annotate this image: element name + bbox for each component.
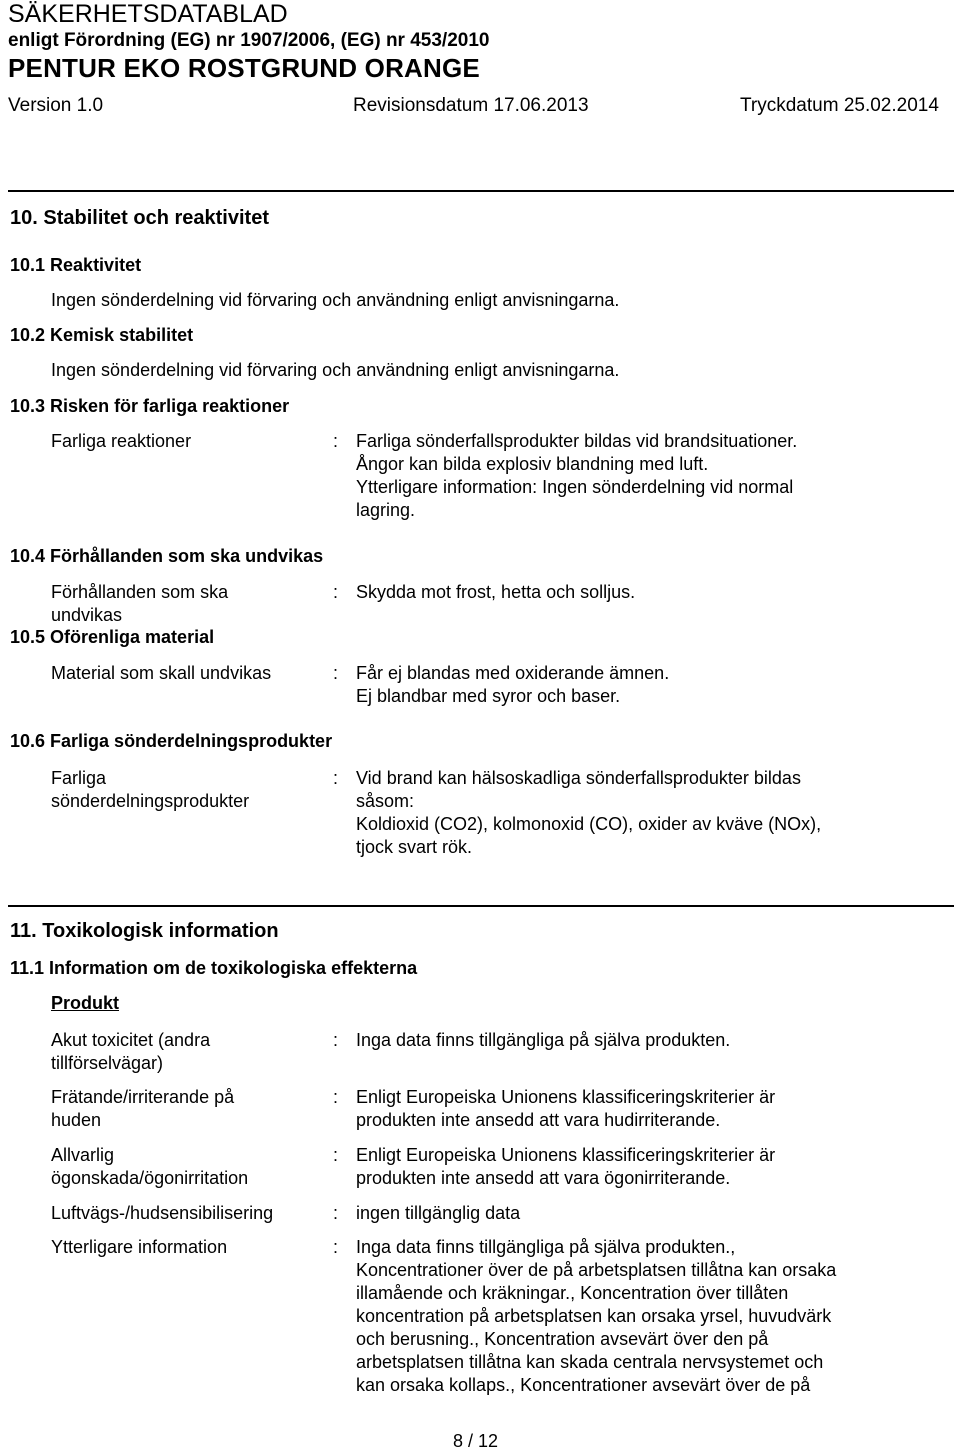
value-line: och berusning., Koncentration avsevärt över den på xyxy=(356,1329,769,1349)
value-line: tjock svart rök. xyxy=(356,837,473,857)
document-type: SÄKERHETSDATABLAD xyxy=(8,0,288,28)
field-label xyxy=(51,767,249,813)
value-line: ingen tillgänglig data xyxy=(356,1203,521,1223)
field-value xyxy=(356,767,821,859)
field-label xyxy=(51,1029,210,1075)
label-line: Luftvägs-/hudsensibilisering xyxy=(51,1203,274,1223)
subsection-10-4-title: 10.4 Förhållanden som ska undvikas xyxy=(10,546,324,566)
value-line: Enligt Europeiska Unionens klassificeringskriterier är xyxy=(356,1087,776,1107)
field-value xyxy=(356,1029,730,1052)
product-heading: Produkt xyxy=(51,993,120,1013)
field-value xyxy=(356,1086,775,1132)
value-line: Vid brand kan hälsoskadliga sönderfallsprodukter bildas xyxy=(356,768,801,788)
value-line: lagring. xyxy=(356,500,416,520)
field-label xyxy=(51,1202,273,1225)
label-line: ögonskada/ögonirritation xyxy=(51,1168,249,1188)
subsection-11-1-title: 11.1 Information om de toxikologiska effekterna xyxy=(10,958,418,978)
version: Version 1.0 xyxy=(8,95,104,116)
field-colon: : xyxy=(333,1145,339,1165)
field-label xyxy=(51,1086,234,1132)
value-line: Inga data finns tillgängliga på själva produkten., xyxy=(356,1237,736,1257)
subsection-10-2-text: Ingen sönderdelning vid förvaring och användning enligt anvisningarna. xyxy=(51,360,620,380)
field-colon: : xyxy=(333,1203,339,1223)
subsection-10-1-text: Ingen sönderdelning vid förvaring och användning enligt anvisningarna. xyxy=(51,290,620,310)
field-value xyxy=(356,1236,836,1397)
subsection-10-1-title: 10.1 Reaktivitet xyxy=(10,255,142,275)
field-label xyxy=(51,1144,248,1190)
field-label: Farliga reaktioner xyxy=(51,431,192,451)
regulation-line: enligt Förordning (EG) nr 1907/2006, (EG) nr 453/2010 xyxy=(8,30,490,51)
field-label xyxy=(51,581,228,627)
label-line: sönderdelningsprodukter xyxy=(51,791,250,811)
section-11-divider xyxy=(8,905,954,907)
label-line: Ytterligare information xyxy=(51,1237,228,1257)
value-line: Ångor kan bilda explosiv blandning med luft. xyxy=(356,454,709,474)
field-colon: : xyxy=(333,663,339,683)
value-line: Inga data finns tillgängliga på själva produkten. xyxy=(356,1030,731,1050)
field-value xyxy=(356,1144,775,1190)
value-line: såsom: xyxy=(356,791,415,811)
value-line: Farliga sönderfallsprodukter bildas vid brandsituationer. xyxy=(356,431,798,451)
label-line: Allvarlig xyxy=(51,1145,115,1165)
field-colon: : xyxy=(333,1087,339,1107)
value-line: produkten inte ansedd att vara hudirriterande. xyxy=(356,1110,721,1130)
value-line: Koldioxid (CO2), kolmonoxid (CO), oxider av kväve (NOx), xyxy=(356,814,822,834)
label-line: tillförselvägar) xyxy=(51,1053,164,1073)
value-line: Ej blandbar med syror och baser. xyxy=(356,686,621,706)
value-line: produkten inte ansedd att vara ögonirriterande. xyxy=(356,1168,731,1188)
field-label: Material som skall undvikas xyxy=(51,663,272,683)
field-label xyxy=(51,1236,227,1259)
subsection-10-3-title: 10.3 Risken för farliga reaktioner xyxy=(10,396,290,416)
value-line: illamående och kräkningar., Koncentration över tillåten xyxy=(356,1283,789,1303)
label-line: Frätande/irriterande på xyxy=(51,1087,235,1107)
field-value xyxy=(356,662,669,708)
value-line: koncentration på arbetsplatsen kan orsaka yrsel, huvudvärk xyxy=(356,1306,832,1326)
subsection-10-5-title: 10.5 Oförenliga material xyxy=(10,627,215,647)
field-colon: : xyxy=(333,1030,339,1050)
revision-date: Revisionsdatum 17.06.2013 xyxy=(353,95,589,116)
field-colon: : xyxy=(333,431,339,451)
product-name: PENTUR EKO ROSTGRUND ORANGE xyxy=(8,53,480,83)
label-line: huden xyxy=(51,1110,102,1130)
subsection-10-2-title: 10.2 Kemisk stabilitet xyxy=(10,325,194,345)
value-line: arbetsplatsen tillåtna kan skada centrala nervsystemet och xyxy=(356,1352,824,1372)
field-colon: : xyxy=(333,768,339,788)
print-date: Tryckdatum 25.02.2014 xyxy=(740,95,939,116)
section-10-title: 10. Stabilitet och reaktivitet xyxy=(10,207,269,229)
value-line: Får ej blandas med oxiderande ämnen. xyxy=(356,663,670,683)
subsection-10-6-title: 10.6 Farliga sönderdelningsprodukter xyxy=(10,731,333,751)
section-10-divider xyxy=(8,190,954,192)
field-value xyxy=(356,430,797,522)
label-line: undvikas xyxy=(51,605,123,625)
field-colon: : xyxy=(333,1237,339,1257)
value-line: Ytterligare information: Ingen sönderdelning vid normal xyxy=(356,477,794,497)
field-colon: : xyxy=(333,582,339,602)
field-value: Skydda mot frost, hetta och solljus. xyxy=(356,582,636,602)
label-line: Förhållanden som ska xyxy=(51,582,229,602)
value-line: Koncentrationer över de på arbetsplatsen tillåtna kan orsaka xyxy=(356,1260,837,1280)
label-line: Akut toxicitet (andra xyxy=(51,1030,211,1050)
value-line: kan orsaka kollaps., Koncentrationer avsevärt över de på xyxy=(356,1375,811,1395)
value-line: Enligt Europeiska Unionens klassificeringskriterier är xyxy=(356,1145,776,1165)
label-line: Farliga xyxy=(51,768,107,788)
field-value xyxy=(356,1202,520,1225)
page-number: 8 / 12 xyxy=(453,1431,499,1451)
section-11-title: 11. Toxikologisk information xyxy=(10,920,279,942)
